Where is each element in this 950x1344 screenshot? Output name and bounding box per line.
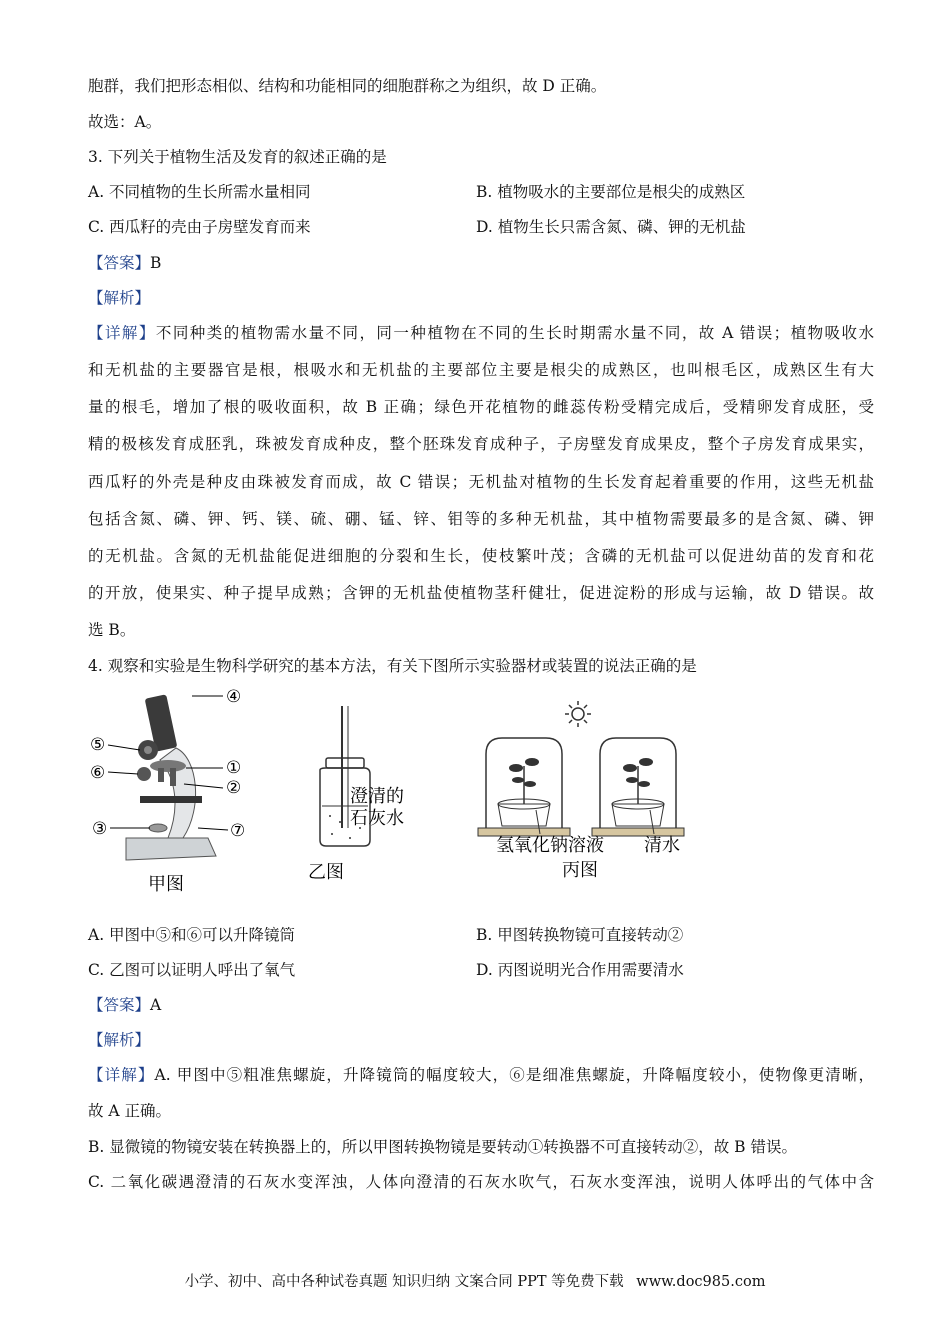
- question-4-stem: 4. 观察和实验是生物科学研究的基本方法，有关下图所示实验器材或装置的说法正确的是: [88, 657, 697, 675]
- answer-tag: 【答案】: [88, 996, 151, 1014]
- bing-caption: 丙图: [562, 860, 598, 880]
- marker-1: ①: [226, 758, 242, 777]
- detail-3-line-3: 量的根毛，增加了根的吸收面积，故 B 正确；绿色开花植物的雌蕊传粉受精完成后，受精卵发育成胚，受: [88, 398, 874, 416]
- yi-label-line-2: 石灰水: [350, 808, 404, 828]
- bing-label-left: 氢氧化钠溶液: [496, 835, 604, 855]
- question-3-stem: 3. 下列关于植物生活及发育的叙述正确的是: [88, 148, 387, 166]
- microscope-illustration: [108, 694, 228, 860]
- analysis-tag-3: 【解析】: [88, 289, 151, 307]
- answer-4: [88, 995, 161, 1015]
- marker-5: ⑤: [90, 735, 106, 754]
- question-4-option-a: A. 甲图中⑤和⑥可以升降镜筒: [88, 926, 296, 944]
- marker-2: ②: [226, 778, 242, 797]
- question-3-option-b: B. 植物吸水的主要部位是根尖的成熟区: [476, 183, 746, 201]
- question-4-option-c: C. 乙图可以证明人呼出了氧气: [88, 961, 296, 979]
- detail-3-line-6: 包括含氮、磷、钾、钙、镁、硫、硼、锰、锌、钼等的多种无机盐，其中植物需要最多的是含氮、磷、钾: [88, 510, 874, 528]
- footer-url[interactable]: www.doc985.com: [636, 1274, 766, 1290]
- question-3-option-c: C. 西瓜籽的壳由子房壁发育而来: [88, 218, 311, 236]
- marker-3: ③: [92, 819, 108, 838]
- yi-caption: 乙图: [308, 862, 344, 882]
- detail-3-line-2: 和无机盐的主要器官是根，根吸水和无机盐的主要部位主要是根尖的成熟区，也叫根毛区，成熟区生有大: [88, 361, 874, 379]
- marker-6: ⑥: [90, 763, 106, 782]
- detail-4-line-3: B. 显微镜的物镜安装在转换器上的，所以甲图转换物镜是要转动①转换器不可直接转动②，故 B 错误。: [88, 1138, 797, 1156]
- bell-jar-left-illustration: [478, 738, 570, 836]
- detail-3-line-5: 西瓜籽的外壳是种皮由珠被发育而成，故 C 错误；无机盐对植物的生长发育起着重要的作用，这些无机盐: [88, 473, 874, 491]
- page-footer: [0, 1270, 950, 1291]
- detail-3-line-7: 的无机盐。含氮的无机盐能促进细胞的分裂和生长，使枝繁叶茂；含磷的无机盐可以促进幼苗的发育和花: [88, 547, 874, 565]
- question-4-option-d: D. 丙图说明光合作用需要清水: [476, 961, 684, 979]
- yi-label-line-1: 澄清的: [350, 786, 404, 806]
- detail-3-line-1: [88, 323, 874, 343]
- answer-tag: 【答案】: [88, 254, 151, 272]
- detail-3-line-9: 选 B。: [88, 621, 136, 639]
- footer-text: 小学、初中、高中各种试卷真题 知识归纳 文案合同 PPT 等免费下载: [184, 1274, 624, 1290]
- jia-caption: 甲图: [148, 874, 184, 894]
- question-3-option-a: A. 不同植物的生长所需水量相同: [88, 183, 311, 201]
- text-line: 胞群，我们把形态相似、结构和功能相同的细胞群称之为组织，故 D 正确。: [88, 77, 607, 95]
- detail-3-line-4: 精的极核发育成胚乳，珠被发育成种皮，整个胚珠发育成种子，子房壁发育成果皮，整个子房发育成果实，: [88, 435, 874, 453]
- bing-label-right: 清水: [644, 835, 680, 855]
- answer-3: [88, 253, 161, 273]
- text-line: 故选：A。: [88, 113, 162, 131]
- detail-text: A. 甲图中⑤粗准焦螺旋，升降镜筒的幅度较大，⑥是细准焦螺旋，升降幅度较小，使物像更清晰，: [154, 1066, 874, 1084]
- marker-4: ④: [226, 688, 242, 706]
- detail-tag: 【详解】: [88, 324, 156, 342]
- answer-value: A: [150, 996, 162, 1014]
- marker-7: ⑦: [230, 821, 246, 840]
- detail-3-line-8: 的开放，使果实、种子提早成熟；含钾的无机盐使植物茎秆健壮，促进淀粉的形成与运输，故 D 错误。故: [88, 584, 874, 602]
- sun-icon: [565, 701, 591, 727]
- detail-4-line-4: C. 二氧化碳遇澄清的石灰水变浑浊，人体向澄清的石灰水吹气，石灰水变浑浊，说明人体呼出的气体中含: [88, 1173, 874, 1191]
- bell-jar-right-illustration: [592, 738, 684, 836]
- answer-value: B: [150, 254, 162, 272]
- analysis-tag-4: 【解析】: [88, 1031, 151, 1049]
- detail-text: 不同种类的植物需水量不同，同一种植物在不同的生长时期需水量不同，故 A 错误；植物吸收水: [155, 324, 874, 342]
- experiment-figure: [88, 688, 728, 903]
- question-3-option-d: D. 植物生长只需含氮、磷、钾的无机盐: [476, 218, 746, 236]
- detail-4-line-1: [88, 1065, 874, 1085]
- detail-4-line-2: 故 A 正确。: [88, 1102, 172, 1120]
- question-4-option-b: B. 甲图转换物镜可直接转动②: [476, 926, 684, 944]
- detail-tag: 【详解】: [88, 1066, 155, 1084]
